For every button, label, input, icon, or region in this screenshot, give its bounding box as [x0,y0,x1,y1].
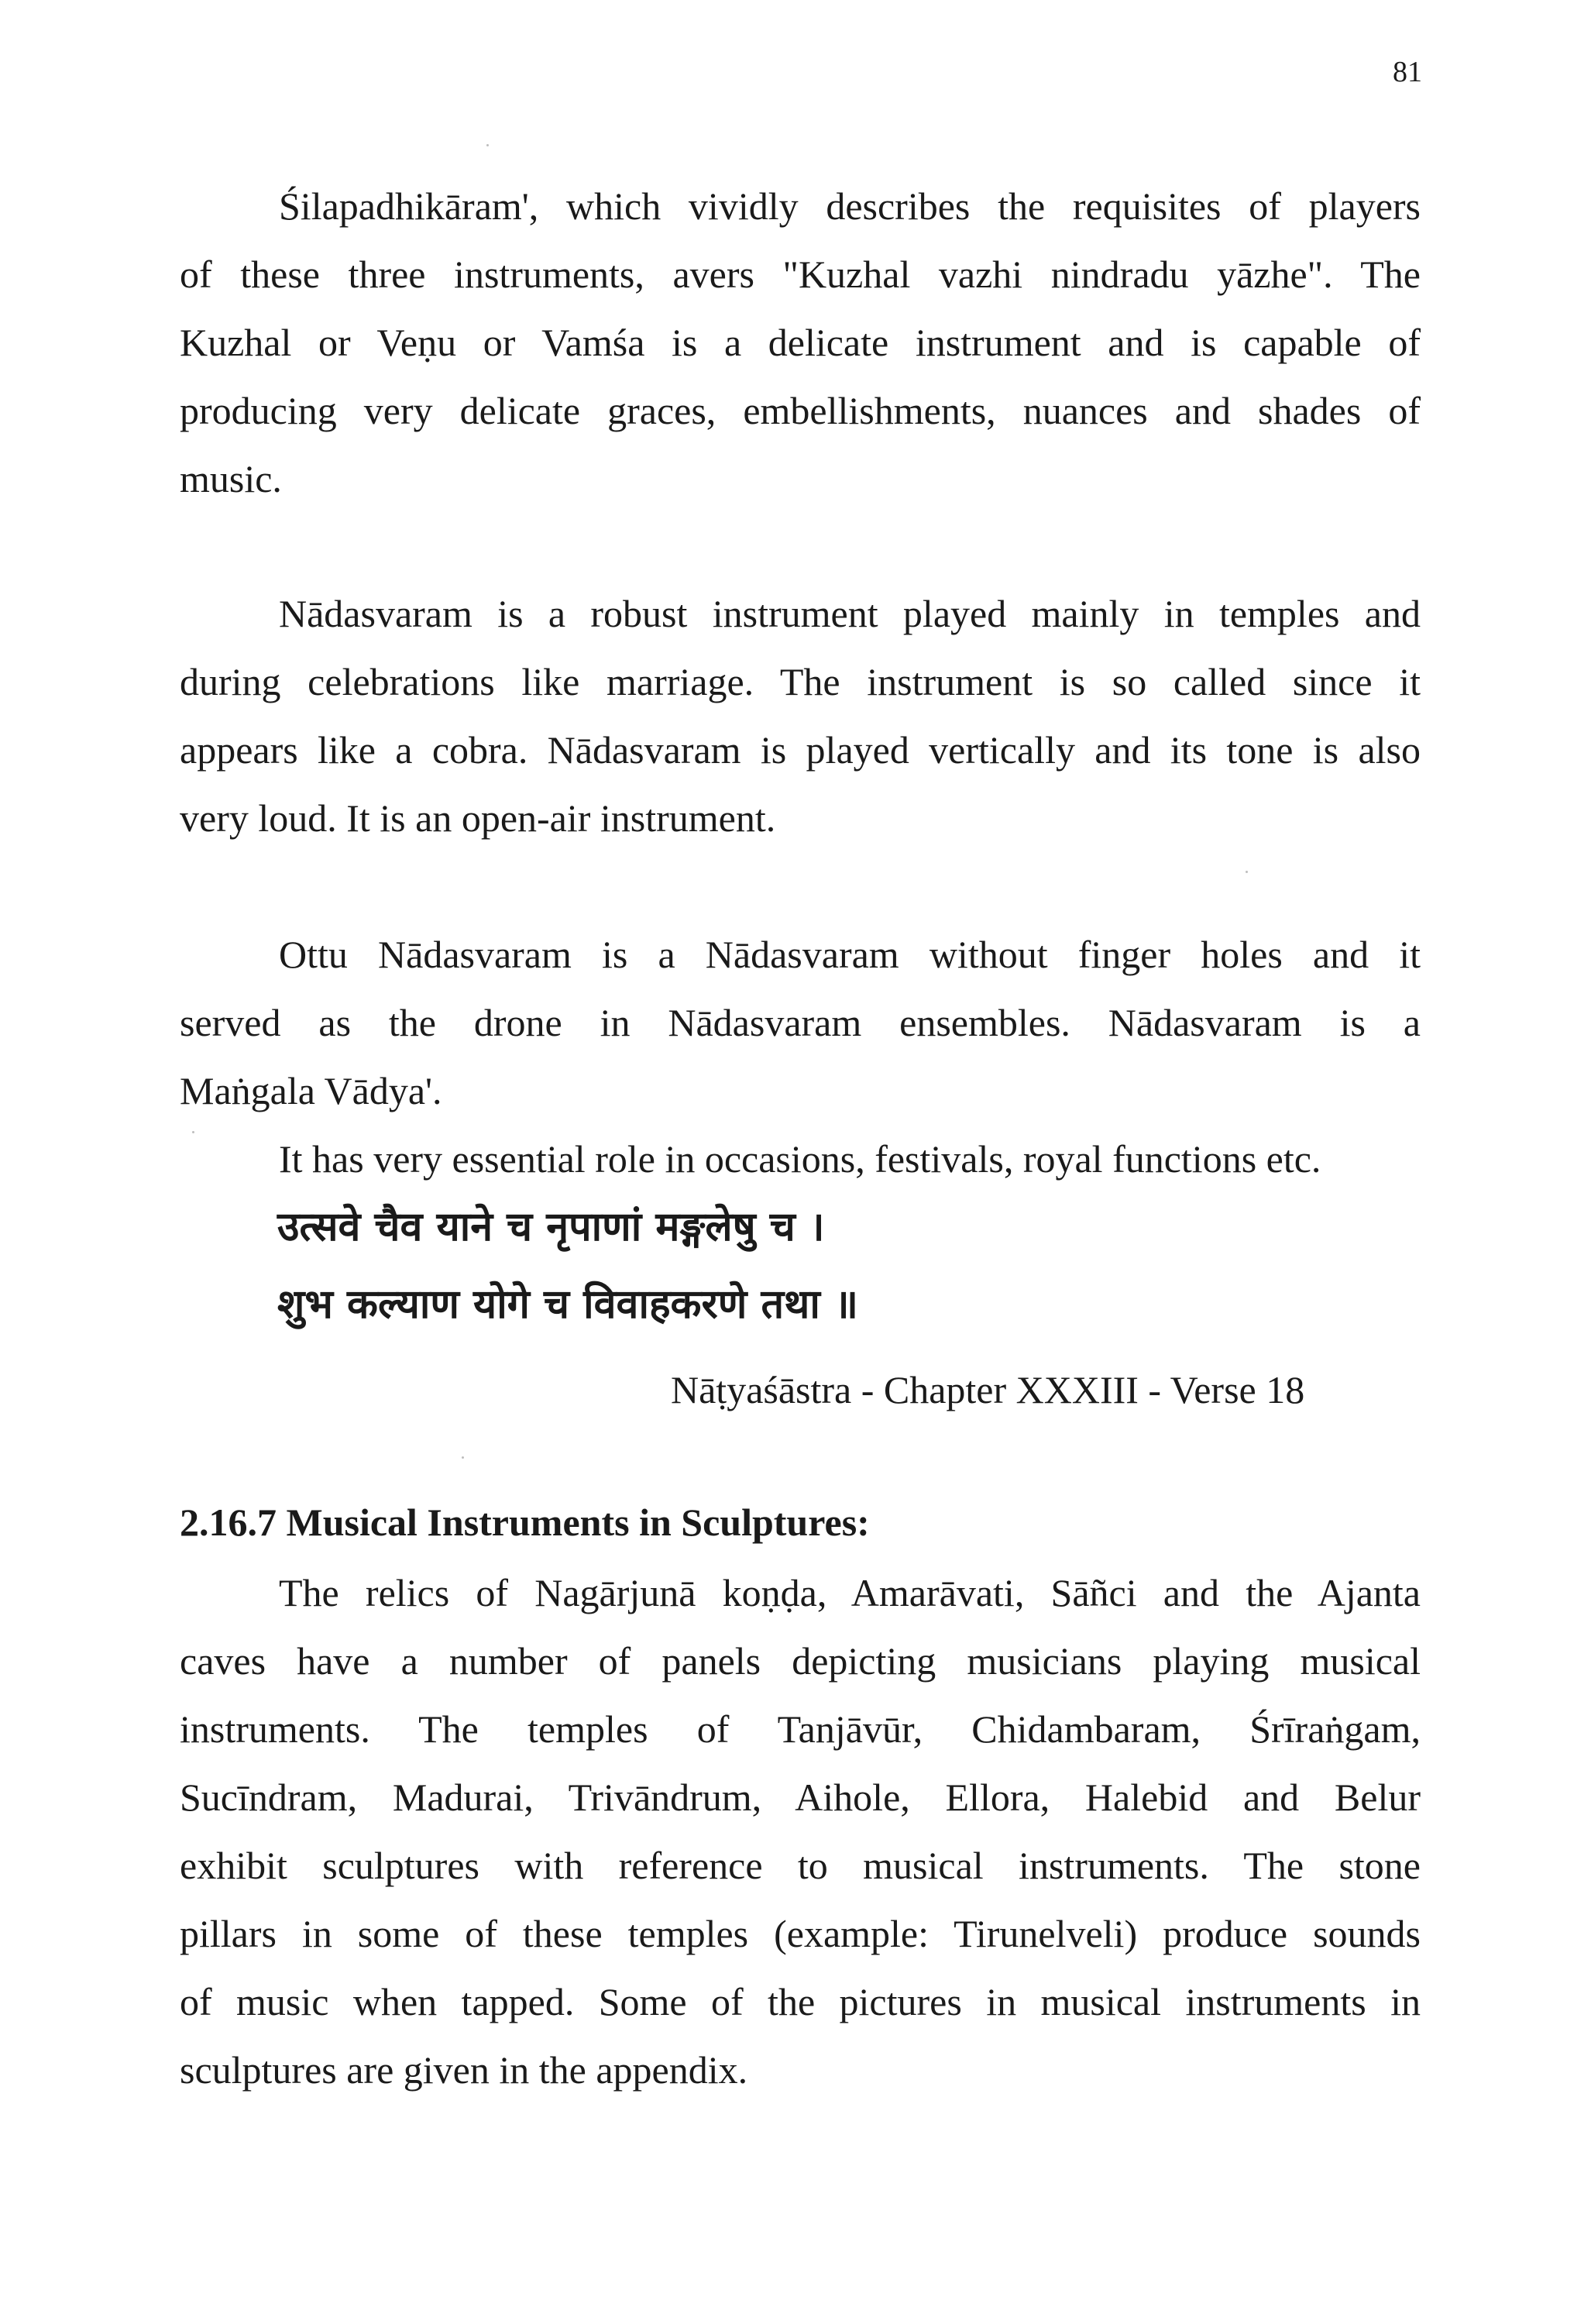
text-line: Ottu Nādasvaram is a Nādasvaram without finger holes and it [279,933,1421,976]
text-line: producing very delicate graces, embellishments, nuances and shades of [180,389,1421,432]
text-line: pillars in some of these temples (example: Tirunelveli) produce sounds [180,1912,1421,1955]
paragraph-silapadhikaram [180,172,1421,513]
text-line: Maṅgala Vādya'. [180,1069,442,1112]
text-line: Kuzhal or Veṇu or Vamśa is a delicate instrument and is capable of [180,321,1421,364]
text-line: very loud. It is an open-air instrument. [180,796,776,840]
scan-speck [486,144,489,146]
paragraph-ottu-nadasvaram [180,920,1421,1193]
sanskrit-verse-line-1: उत्सवे चैव याने च नृपाणां मङ्गलेषु च । [277,1204,825,1250]
text-line: The relics of Nagārjunā koṇḍa, Amarāvati, Sāñci and the Ajanta [279,1571,1421,1614]
page-number: 81 [1393,56,1422,88]
paragraph-sculptures [180,1559,1421,2104]
text-line: served as the drone in Nādasvaram ensembles. Nādasvaram is a [180,1001,1421,1044]
text-line: instruments. The temples of Tanjāvūr, Chidambaram, Śrīraṅgam, [180,1707,1421,1751]
scan-speck [462,1456,464,1459]
text-line: of these three instruments, avers "Kuzhal vazhi nindradu yāzhe". The [180,253,1421,296]
text-line: of music when tapped. Some of the pictures in musical instruments in [180,1980,1421,2023]
text-line: Nādasvaram is a robust instrument played mainly in temples and [279,592,1421,635]
text-line: caves have a number of panels depicting musicians playing musical [180,1639,1421,1683]
paragraph-nadasvaram [180,579,1421,852]
text-line: Śilapadhikāram', which vividly describes the requisites of players [279,184,1421,228]
text-line: music. [180,457,282,500]
scan-speck [1246,871,1248,873]
text-line: appears like a cobra. Nādasvaram is played vertically and its tone is also [180,728,1421,772]
sanskrit-verse-line-2: शुभ कल्याण योगे च विवाहकरणे तथा ॥ [277,1281,859,1328]
text-line: sculptures are given in the appendix. [180,2048,748,2092]
verse-citation: Nāṭyaśāstra - Chapter XXXIII - Verse 18 [671,1368,1305,1411]
text-line: exhibit sculptures with reference to musical instruments. The stone [180,1844,1421,1887]
text-line: It has very essential role in occasions, festivals, royal functions etc. [279,1137,1321,1181]
text-line: during celebrations like marriage. The instrument is so called since it [180,660,1421,703]
scan-speck [192,1131,194,1133]
text-line: Sucīndram, Madurai, Trivāndrum, Aihole, Ellora, Halebid and Belur [180,1776,1421,1819]
section-heading: 2.16.7 Musical Instruments in Sculptures: [180,1501,870,1544]
